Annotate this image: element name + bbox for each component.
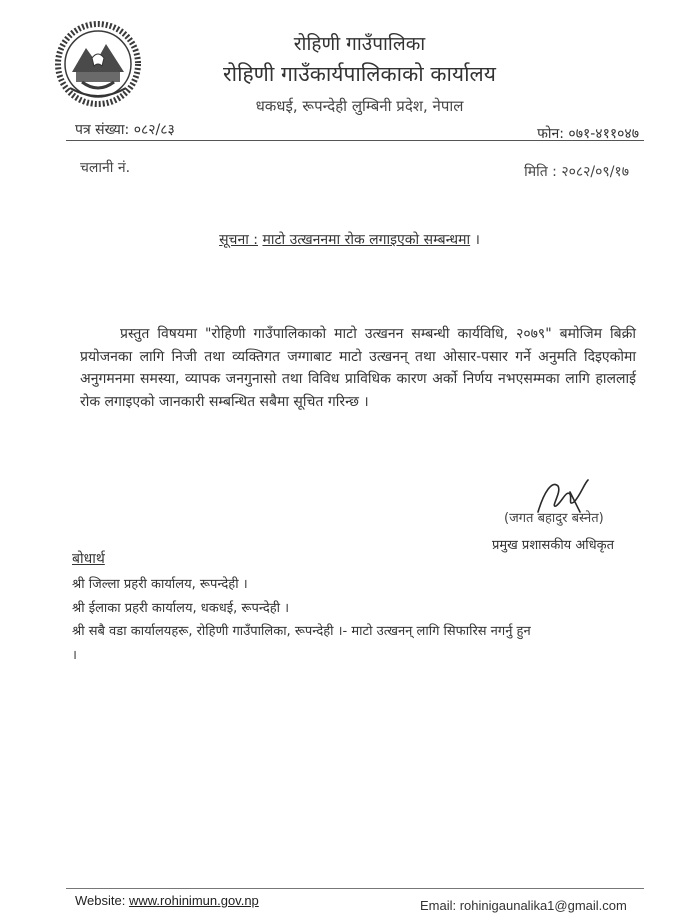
subject-label: सूचना : <box>219 232 259 248</box>
dispatch-number: चलानी नं. <box>80 160 131 176</box>
list-item: श्री सबै वडा कार्यालयहरू, रोहिणी गाउँपालिका, रूपन्देही ।- माटो उत्खनन् लागि सिफारिस नगर्नु हुन <box>72 624 531 639</box>
municipality-name: रोहिणी गाउँपालिका <box>293 33 426 55</box>
list-item: श्री ईलाका प्रहरी कार्यालय, धकधई, रूपन्देही । <box>72 600 290 616</box>
footer-email: Email: rohinigaunalika1@gmail.com <box>420 898 627 913</box>
copy-to-label: बोधार्थ <box>72 551 105 567</box>
copy-to-list <box>72 573 644 667</box>
website-label: Website: <box>75 893 126 908</box>
letter-date: मिति : २०८२/०९/१७ <box>524 164 629 180</box>
signatory-name: (जगत बहादुर बस्नेत) <box>504 511 604 526</box>
phone-number: फोन: ०७१-४११०४७ <box>537 126 639 142</box>
subject-text: माटो उत्खननमा रोक लगाइएको सम्बन्धमा <box>262 232 471 248</box>
list-item: । <box>72 647 77 663</box>
footer-website <box>75 893 259 908</box>
subject-end: । <box>474 232 480 248</box>
subject-line <box>0 230 699 249</box>
office-name: रोहिणी गाउँकार्यपालिकाको कार्यालय <box>223 62 496 86</box>
website-link[interactable]: www.rohinimun.gov.np <box>128 893 259 908</box>
header-divider <box>66 140 644 141</box>
list-item: श्री जिल्ला प्रहरी कार्यालय, रूपन्देही । <box>72 577 248 592</box>
footer-divider <box>66 888 644 889</box>
reference-number: पत्र संख्या: ०८२/८३ <box>75 122 175 138</box>
notice-body: प्रस्तुत विषयमा "रोहिणी गाउँपालिकाको माटो उत्खनन सम्बन्धी कार्यविधि, २०७९" बमोजिम बिक्री प्रयोजनका लागि निजी तथा व्यक्तिगत जग्गाबाट माटो उत्खनन् तथा ओसार-पसार गर्ने अनुमति दिइएकोमा अनुगमनमा समस्या, व्यापक जनगुनासो तथा विविध प्राविधिक कारण अर्को निर्णय नभएसम्मका लागि हाललाई रोक लगाइएको जानकारी सम्बन्धित सबैमा सूचित गरिन्छ । <box>80 326 636 410</box>
office-address: धकधई, रूपन्देही लुम्बिनी प्रदेश, नेपाल <box>255 97 464 115</box>
signatory-title: प्रमुख प्रशासकीय अधिकृत <box>492 538 615 553</box>
